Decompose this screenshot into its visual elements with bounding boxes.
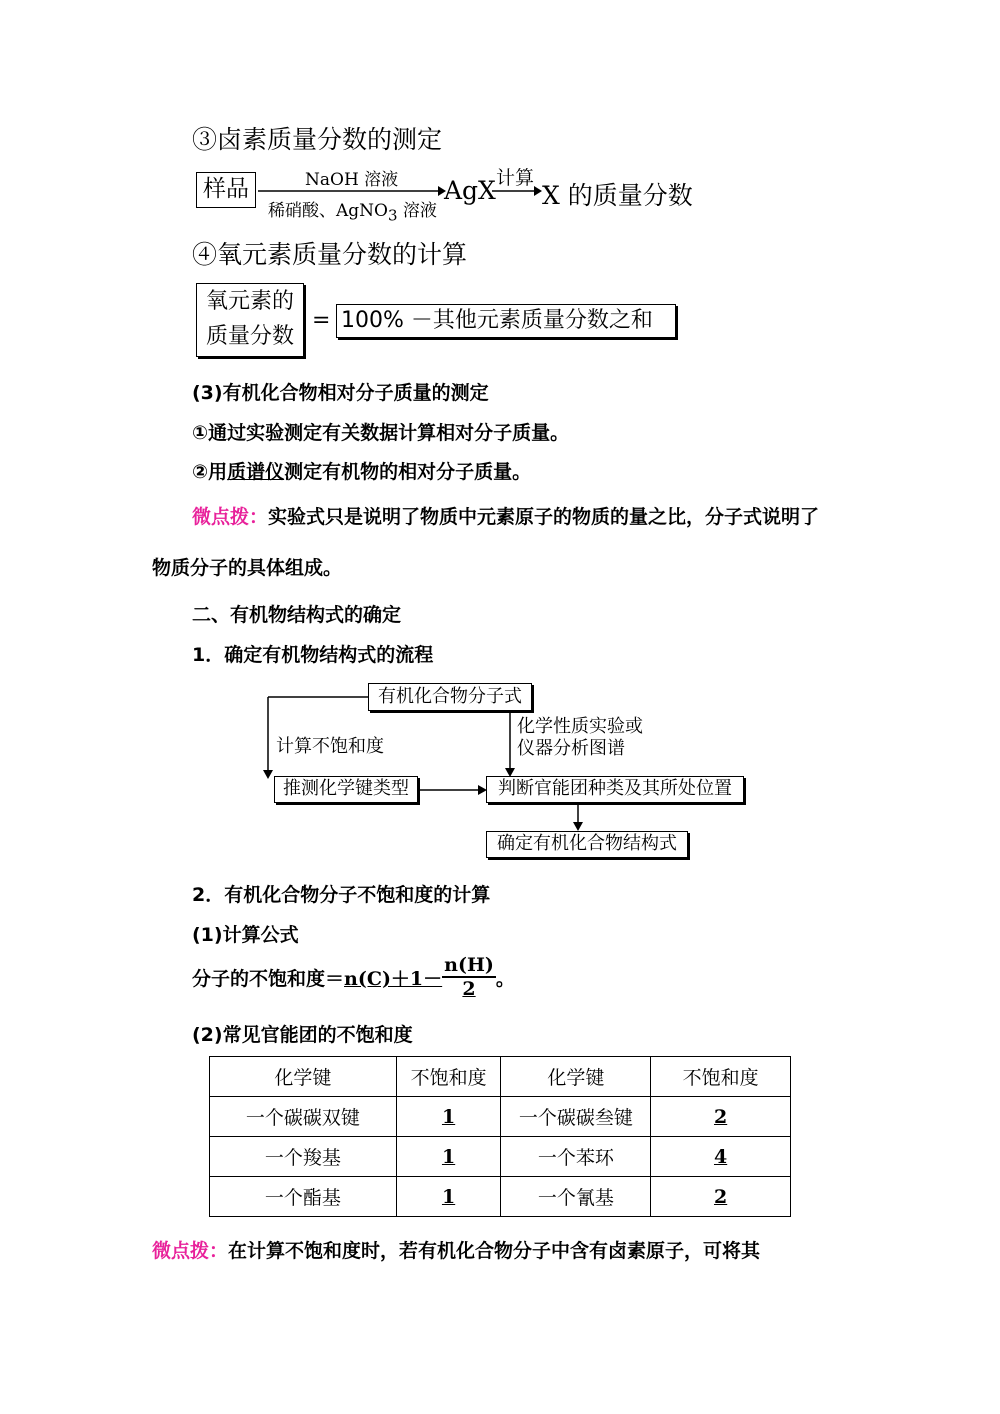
sample-box: 样品 xyxy=(196,172,256,208)
table-row xyxy=(210,1177,791,1217)
table-cell: 一个氰基 xyxy=(501,1177,651,1217)
table-header: 不饱和度 xyxy=(651,1057,791,1097)
formula: 分子的不饱和度＝n(C)＋1－ $\frac{n(H)}{2}$ 。 xyxy=(192,954,515,1000)
table-cell: 2 xyxy=(651,1177,791,1217)
flow-top-box: 有机化合物分子式 xyxy=(368,683,532,711)
table-header-row xyxy=(210,1057,791,1097)
table-cell: 一个酯基 xyxy=(210,1177,397,1217)
agx-text: AgX xyxy=(444,176,496,205)
mass-item-1: ①通过实验测定有关数据计算相对分子质量。 xyxy=(192,422,570,444)
part-2-sub-1: 1．确定有机物结构式的流程 xyxy=(192,644,434,666)
mass-heading: (3)有机化合物相对分子质量的测定 xyxy=(192,382,489,404)
flow-right-box: 判断官能团种类及其所处位置 xyxy=(486,776,744,803)
flow-bottom-box: 确定有机化合物结构式 xyxy=(486,831,688,858)
part-2-heading: 二、有机物结构式的确定 xyxy=(192,604,402,626)
formula-heading: (1)计算公式 xyxy=(192,924,299,946)
table-cell: 一个碳碳双键 xyxy=(210,1097,397,1137)
unsat-heading: 2．有机化合物分子不饱和度的计算 xyxy=(192,884,491,906)
remainder-box: 100% －其他元素质量分数之和 xyxy=(336,304,676,338)
table-cell: 一个碳碳叁键 xyxy=(501,1097,651,1137)
tip-1: 微点拨：实验式只是说明了物质中元素原子的物质的量之比，分子式说明了 xyxy=(192,506,820,528)
table-cell: 1 xyxy=(396,1097,501,1137)
table-header: 化学键 xyxy=(501,1057,651,1097)
tip-2: 微点拨：在计算不饱和度时，若有机化合物分子中含有卤素原子，可将其 xyxy=(152,1240,761,1262)
table-cell: 2 xyxy=(651,1097,791,1137)
mass-item-2: ②用质谱仪测定有机物的相对分子质量。 xyxy=(192,461,532,483)
section-3-heading: ③卤素质量分数的测定 xyxy=(192,125,443,154)
result-text: X 的质量分数 xyxy=(542,181,693,210)
table-row xyxy=(210,1097,791,1137)
reagent-top-label: NaOH 溶液 xyxy=(305,170,399,190)
table-cell: 1 xyxy=(396,1177,501,1217)
unsaturation-table xyxy=(209,1056,791,1217)
table-cell: 1 xyxy=(396,1137,501,1177)
flow-left-label: 计算不饱和度 xyxy=(276,736,384,757)
table-cell: 一个羧基 xyxy=(210,1137,397,1177)
table-cell: 一个苯环 xyxy=(501,1137,651,1177)
flow-right-label: 化学性质实验或 仪器分析图谱 xyxy=(517,716,643,759)
section-4-heading: ④氧元素质量分数的计算 xyxy=(192,240,468,269)
reagent-bottom-label: 稀硝酸、AgNO$_3$ 溶液 xyxy=(268,201,437,225)
table-header: 化学键 xyxy=(210,1057,397,1097)
table-header: 不饱和度 xyxy=(396,1057,501,1097)
equals-sign: = xyxy=(312,308,331,333)
flow-left-box: 推测化学键类型 xyxy=(274,776,418,803)
table-cell: 4 xyxy=(651,1137,791,1177)
tip-1-continued: 物质分子的具体组成。 xyxy=(152,557,343,579)
calc-label: 计算 xyxy=(496,167,535,189)
table-heading: (2)常见官能团的不饱和度 xyxy=(192,1024,413,1046)
table-row xyxy=(210,1137,791,1177)
oxygen-box: 氧元素的 质量分数 xyxy=(196,283,304,357)
